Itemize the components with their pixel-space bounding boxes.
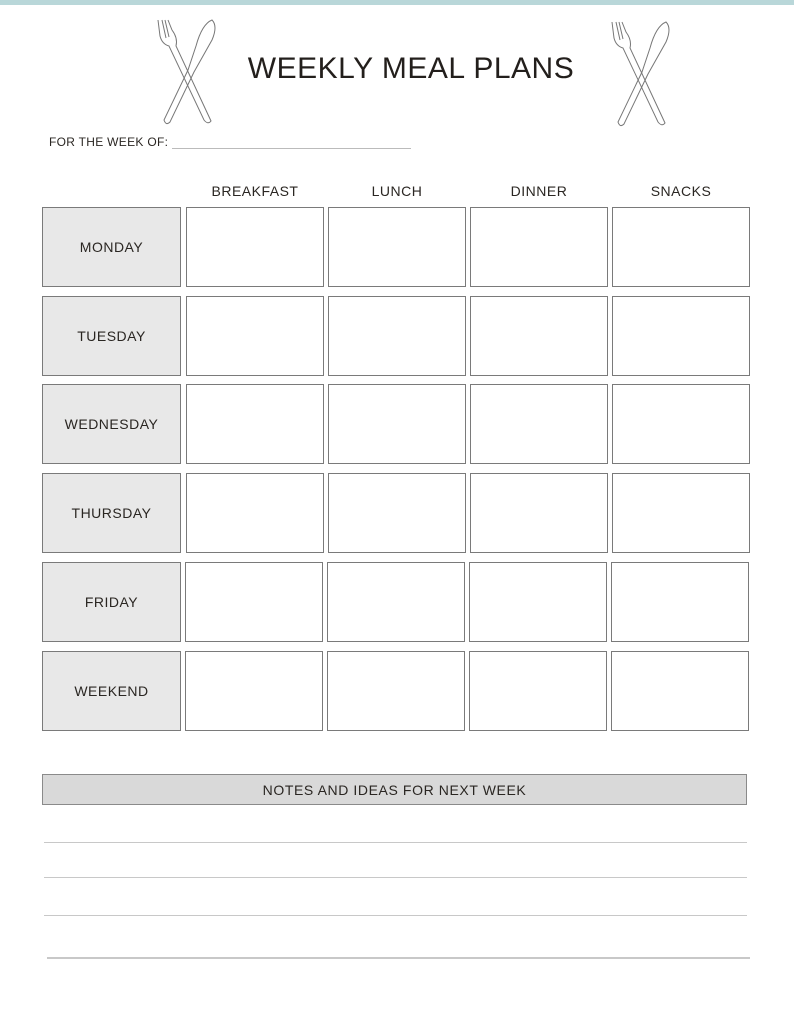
meal-cell-friday-dinner[interactable]	[469, 562, 607, 642]
notes-line[interactable]	[44, 915, 747, 916]
meal-cell-wednesday-dinner[interactable]	[470, 384, 608, 464]
notes-line[interactable]	[44, 877, 747, 878]
meal-cell-wednesday-lunch[interactable]	[328, 384, 466, 464]
meal-cell-thursday-snacks[interactable]	[612, 473, 750, 553]
meal-cell-weekend-breakfast[interactable]	[185, 651, 323, 731]
day-label-thursday: THURSDAY	[42, 473, 181, 553]
meal-cell-weekend-lunch[interactable]	[327, 651, 465, 731]
meal-cell-tuesday-lunch[interactable]	[328, 296, 466, 376]
meal-cell-weekend-dinner[interactable]	[469, 651, 607, 731]
column-header-breakfast: BREAKFAST	[211, 183, 299, 199]
meal-cell-monday-dinner[interactable]	[470, 207, 608, 287]
meal-cell-thursday-lunch[interactable]	[328, 473, 466, 553]
meal-cell-wednesday-snacks[interactable]	[612, 384, 750, 464]
week-of-field[interactable]	[172, 148, 411, 149]
day-label-wednesday: WEDNESDAY	[42, 384, 181, 464]
meal-cell-tuesday-snacks[interactable]	[612, 296, 750, 376]
notes-line[interactable]	[44, 842, 747, 843]
notes-heading: NOTES AND IDEAS FOR NEXT WEEK	[42, 774, 747, 805]
meal-cell-tuesday-dinner[interactable]	[470, 296, 608, 376]
meal-cell-friday-lunch[interactable]	[327, 562, 465, 642]
notes-line[interactable]	[47, 957, 750, 959]
day-label-weekend: WEEKEND	[42, 651, 181, 731]
meal-cell-thursday-dinner[interactable]	[470, 473, 608, 553]
day-label-tuesday: TUESDAY	[42, 296, 181, 376]
meal-cell-monday-breakfast[interactable]	[186, 207, 324, 287]
week-of-label: FOR THE WEEK OF:	[49, 135, 169, 149]
meal-cell-weekend-snacks[interactable]	[611, 651, 749, 731]
meal-cell-monday-lunch[interactable]	[328, 207, 466, 287]
meal-cell-thursday-breakfast[interactable]	[186, 473, 324, 553]
meal-cell-friday-breakfast[interactable]	[185, 562, 323, 642]
meal-cell-wednesday-breakfast[interactable]	[186, 384, 324, 464]
meal-cell-monday-snacks[interactable]	[612, 207, 750, 287]
column-header-dinner: DINNER	[510, 183, 568, 199]
meal-cell-friday-snacks[interactable]	[611, 562, 749, 642]
meal-cell-tuesday-breakfast[interactable]	[186, 296, 324, 376]
top-accent-bar	[0, 0, 794, 5]
day-label-monday: MONDAY	[42, 207, 181, 287]
page-title: WEEKLY MEAL PLANS	[247, 52, 575, 85]
column-header-snacks: SNACKS	[650, 183, 712, 199]
column-header-lunch: LUNCH	[371, 183, 423, 199]
day-label-friday: FRIDAY	[42, 562, 181, 642]
